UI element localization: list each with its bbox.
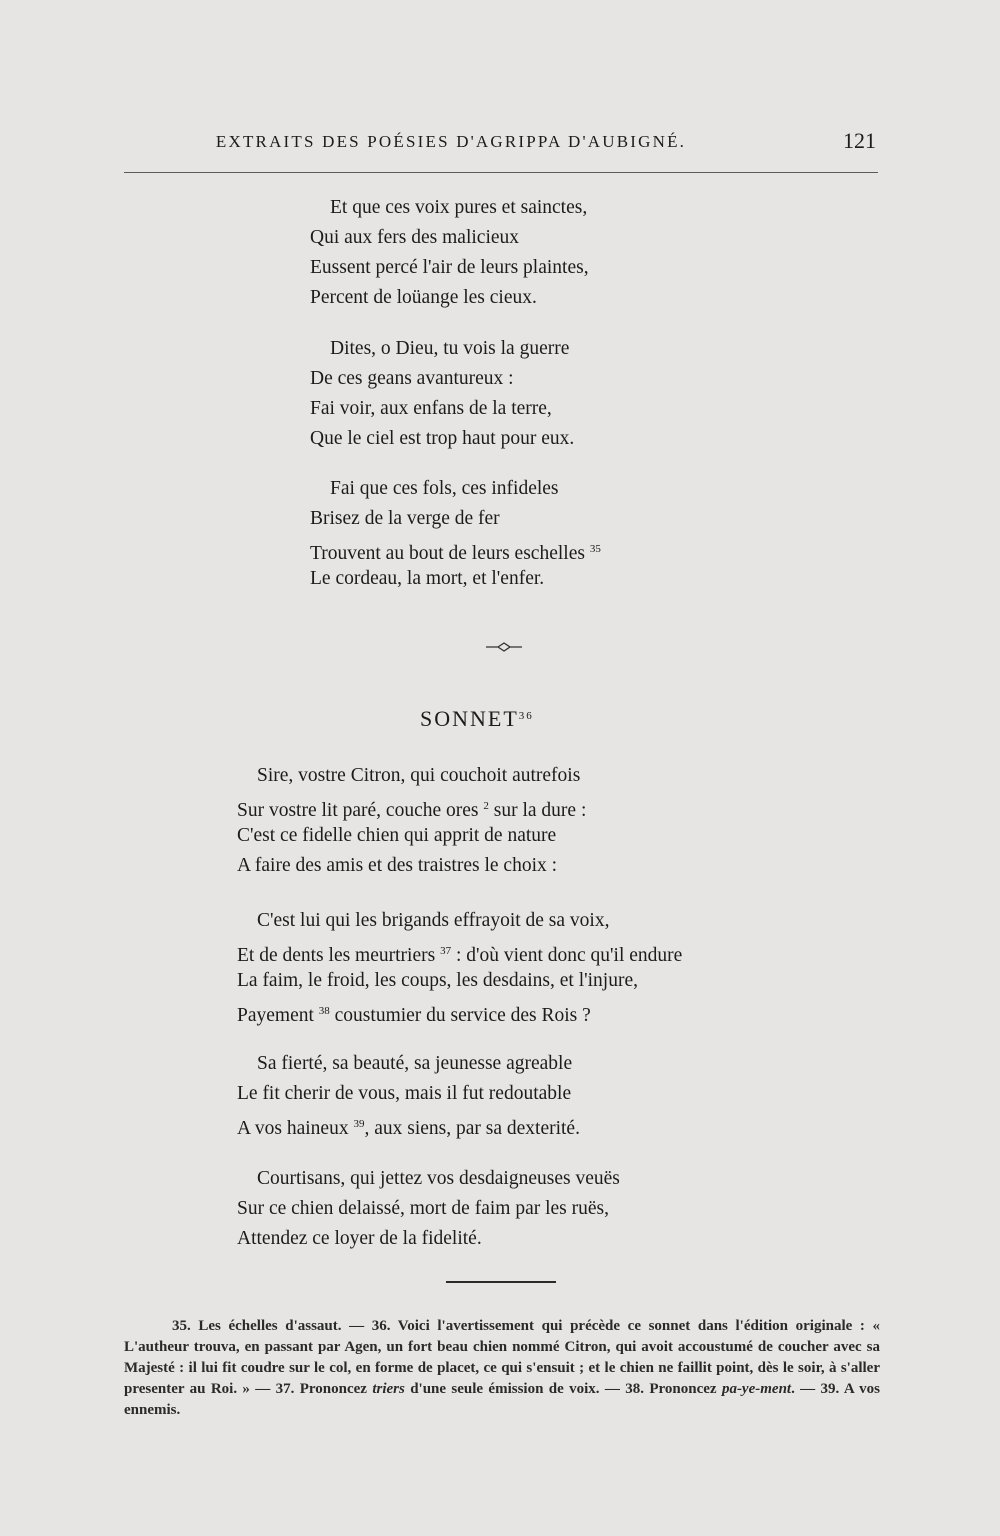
verse-line: Fai voir, aux enfans de la terre, [310, 398, 552, 419]
stanza-1 [310, 193, 589, 313]
verse-line: La faim, le froid, les coups, les desdains, et l'injure, [237, 970, 638, 991]
verse-line: De ces geans avantureux : [310, 368, 514, 389]
verse-text: Payement [237, 1005, 314, 1026]
verse-line: Sa fierté, sa beauté, sa jeunesse agreable [257, 1053, 573, 1074]
verse-text: Sur vostre lit paré, couche ores [237, 800, 479, 821]
verse-text: : d'où vient donc qu'il endure [455, 945, 683, 966]
verse-line: A faire des amis et des traistres le choix : [237, 855, 558, 876]
verse-line: Attendez ce loyer de la fidelité. [237, 1228, 482, 1249]
header-rule [124, 172, 878, 173]
verse-line: Courtisans, qui jettez vos desdaigneuses veuës [257, 1168, 620, 1189]
verse-text: Trouvent au bout de leurs eschelles [310, 543, 585, 564]
note-ref[interactable]: 39 [353, 1118, 365, 1130]
verse-line: C'est ce fidelle chien qui apprit de nature [237, 825, 557, 846]
verse-text: A vos haineux [237, 1118, 349, 1139]
verse-line [237, 996, 682, 1026]
verse-text: Et de dents les meurtriers [237, 945, 436, 966]
running-title: EXTRAITS DES POÉSIES D'AGRIPPA D'AUBIGNÉ. [215, 132, 687, 151]
note-ref[interactable]: 2 [483, 800, 489, 812]
footnotes [124, 1316, 880, 1421]
verse-line: Le cordeau, la mort, et l'enfer. [310, 568, 545, 589]
note-ref[interactable]: 37 [440, 945, 452, 957]
sonnet-tercet-2 [237, 1164, 620, 1254]
verse-line: Dites, o Dieu, tu vois la guerre [330, 338, 570, 359]
footnote-text: d'une seule émission de voix. — 38. Prononcez [410, 1381, 717, 1397]
running-head [124, 128, 878, 158]
sonnet-tercet-1 [237, 1049, 580, 1139]
stanza-2 [310, 334, 574, 454]
footnote-italic: pa-ye-ment [721, 1381, 792, 1397]
sonnet-quatrain-1 [237, 761, 586, 881]
note-ref[interactable]: 35 [589, 543, 601, 555]
verse-line: Et que ces voix pures et sainctes, [330, 197, 588, 218]
verse-line: Sire, vostre Citron, qui couchoit autrefois [257, 765, 581, 786]
verse-line [237, 791, 586, 821]
sonnet-title-text: SONNET [420, 706, 519, 731]
footnote-text: 35. Les échelles d'assaut. — 36. Voici l'avertissement qui précède ce sonnet dans l'édition originale : « L'autheur trouva, en passant par Agen, un fort beau chien nommé Citron, qui avoit accoustumé de coucher avec sa Majesté : il lui fit coudre sur le col, en forme de placet, ce qui s'ensuit ; et le chien ne faillit point, dès le soir, à s'aller presenter au Roi. » — 37. Prononcez [124, 1318, 880, 1397]
verse-line: Qui aux fers des malicieux [310, 227, 520, 248]
verse-line: C'est lui qui les brigands effrayoit de sa voix, [257, 910, 610, 931]
footnote-separator [446, 1281, 556, 1283]
verse-text: sur la dure : [493, 800, 587, 821]
verse-line [310, 534, 601, 564]
verse-line: Fai que ces fols, ces infideles [330, 478, 559, 499]
verse-text: , aux siens, par sa dexterité. [364, 1118, 580, 1139]
verse-line: Eussent percé l'air de leurs plaintes, [310, 257, 589, 278]
verse-line [237, 936, 682, 966]
footnote-text: . — 39. A vos ennemis. [124, 1381, 881, 1418]
verse-line: Brisez de la verge de fer [310, 508, 500, 529]
page-number: 121 [843, 128, 876, 153]
sonnet-quatrain-2 [237, 906, 682, 1026]
sonnet-title [420, 706, 580, 732]
footnote-italic: triers [372, 1381, 405, 1397]
ornament-icon [484, 640, 524, 654]
stanza-3 [310, 474, 601, 594]
verse-line: Percent de loüange les cieux. [310, 287, 537, 308]
verse-line: Le fit cherir de vous, mais il fut redoutable [237, 1083, 572, 1104]
verse-line: Que le ciel est trop haut pour eux. [310, 428, 575, 449]
note-ref[interactable]: 38 [318, 1005, 330, 1017]
note-ref[interactable]: 36 [518, 710, 534, 722]
verse-text: coustumier du service des Rois ? [334, 1005, 591, 1026]
verse-line: Sur ce chien delaissé, mort de faim par les ruës, [237, 1198, 609, 1219]
verse-line [237, 1109, 580, 1139]
